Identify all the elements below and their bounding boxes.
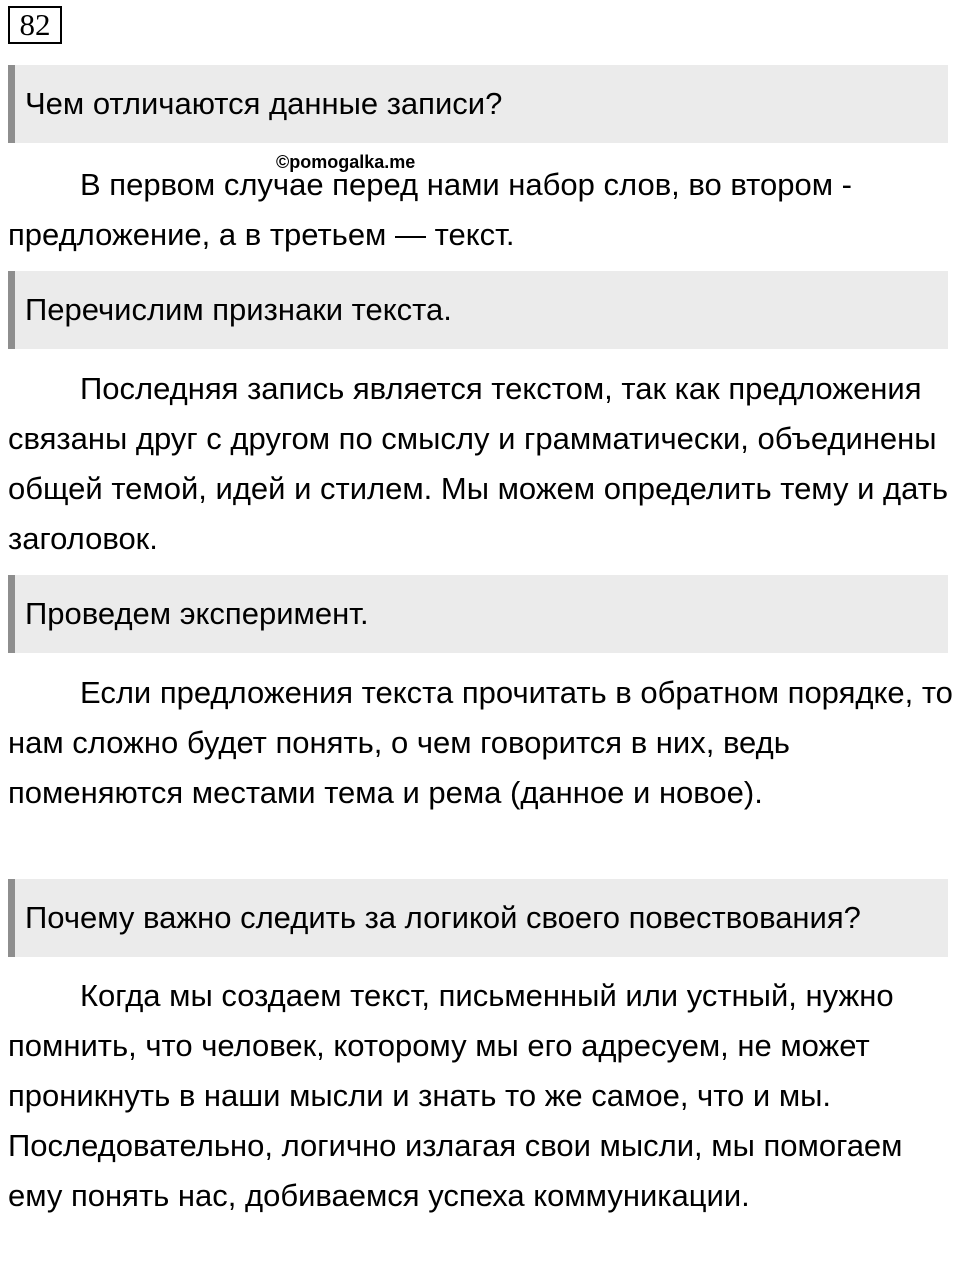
section-4-heading: Почему важно следить за логикой своего повествования? (8, 879, 948, 957)
section-2-paragraph: Последняя запись является текстом, так как предложения связаны друг с другом по смыслу и грамматически, объединены общей темой, идей и стилем. Мы можем определить тему и дать заголовок. (8, 371, 949, 556)
section-2-heading: Перечислим признаки текста. (8, 271, 948, 349)
section-1-paragraph: В первом случае перед нами набор слов, во втором - предложение, а в третьем — текст. (8, 167, 852, 252)
page-number: 82 (8, 6, 62, 44)
section-3-paragraph: Если предложения текста прочитать в обратном порядке, то нам сложно будет понять, о чем говорится в них, ведь поменяются местами тема и рема (данное и новое). (8, 675, 953, 810)
section-3-heading: Проведем эксперимент. (8, 575, 948, 653)
section-4-paragraph: Когда мы создаем текст, письменный или устный, нужно помнить, что человек, которому мы его адресуем, не может проникнуть в наши мысли и знать то же самое, что и мы. Последовательно, логично излагая свои мысли, мы помогаем ему понять нас, добиваемся успеха коммуникации. (8, 978, 903, 1213)
watermark: ©pomogalka.me (276, 152, 416, 172)
section-1-heading: Чем отличаются данные записи? (8, 65, 948, 143)
